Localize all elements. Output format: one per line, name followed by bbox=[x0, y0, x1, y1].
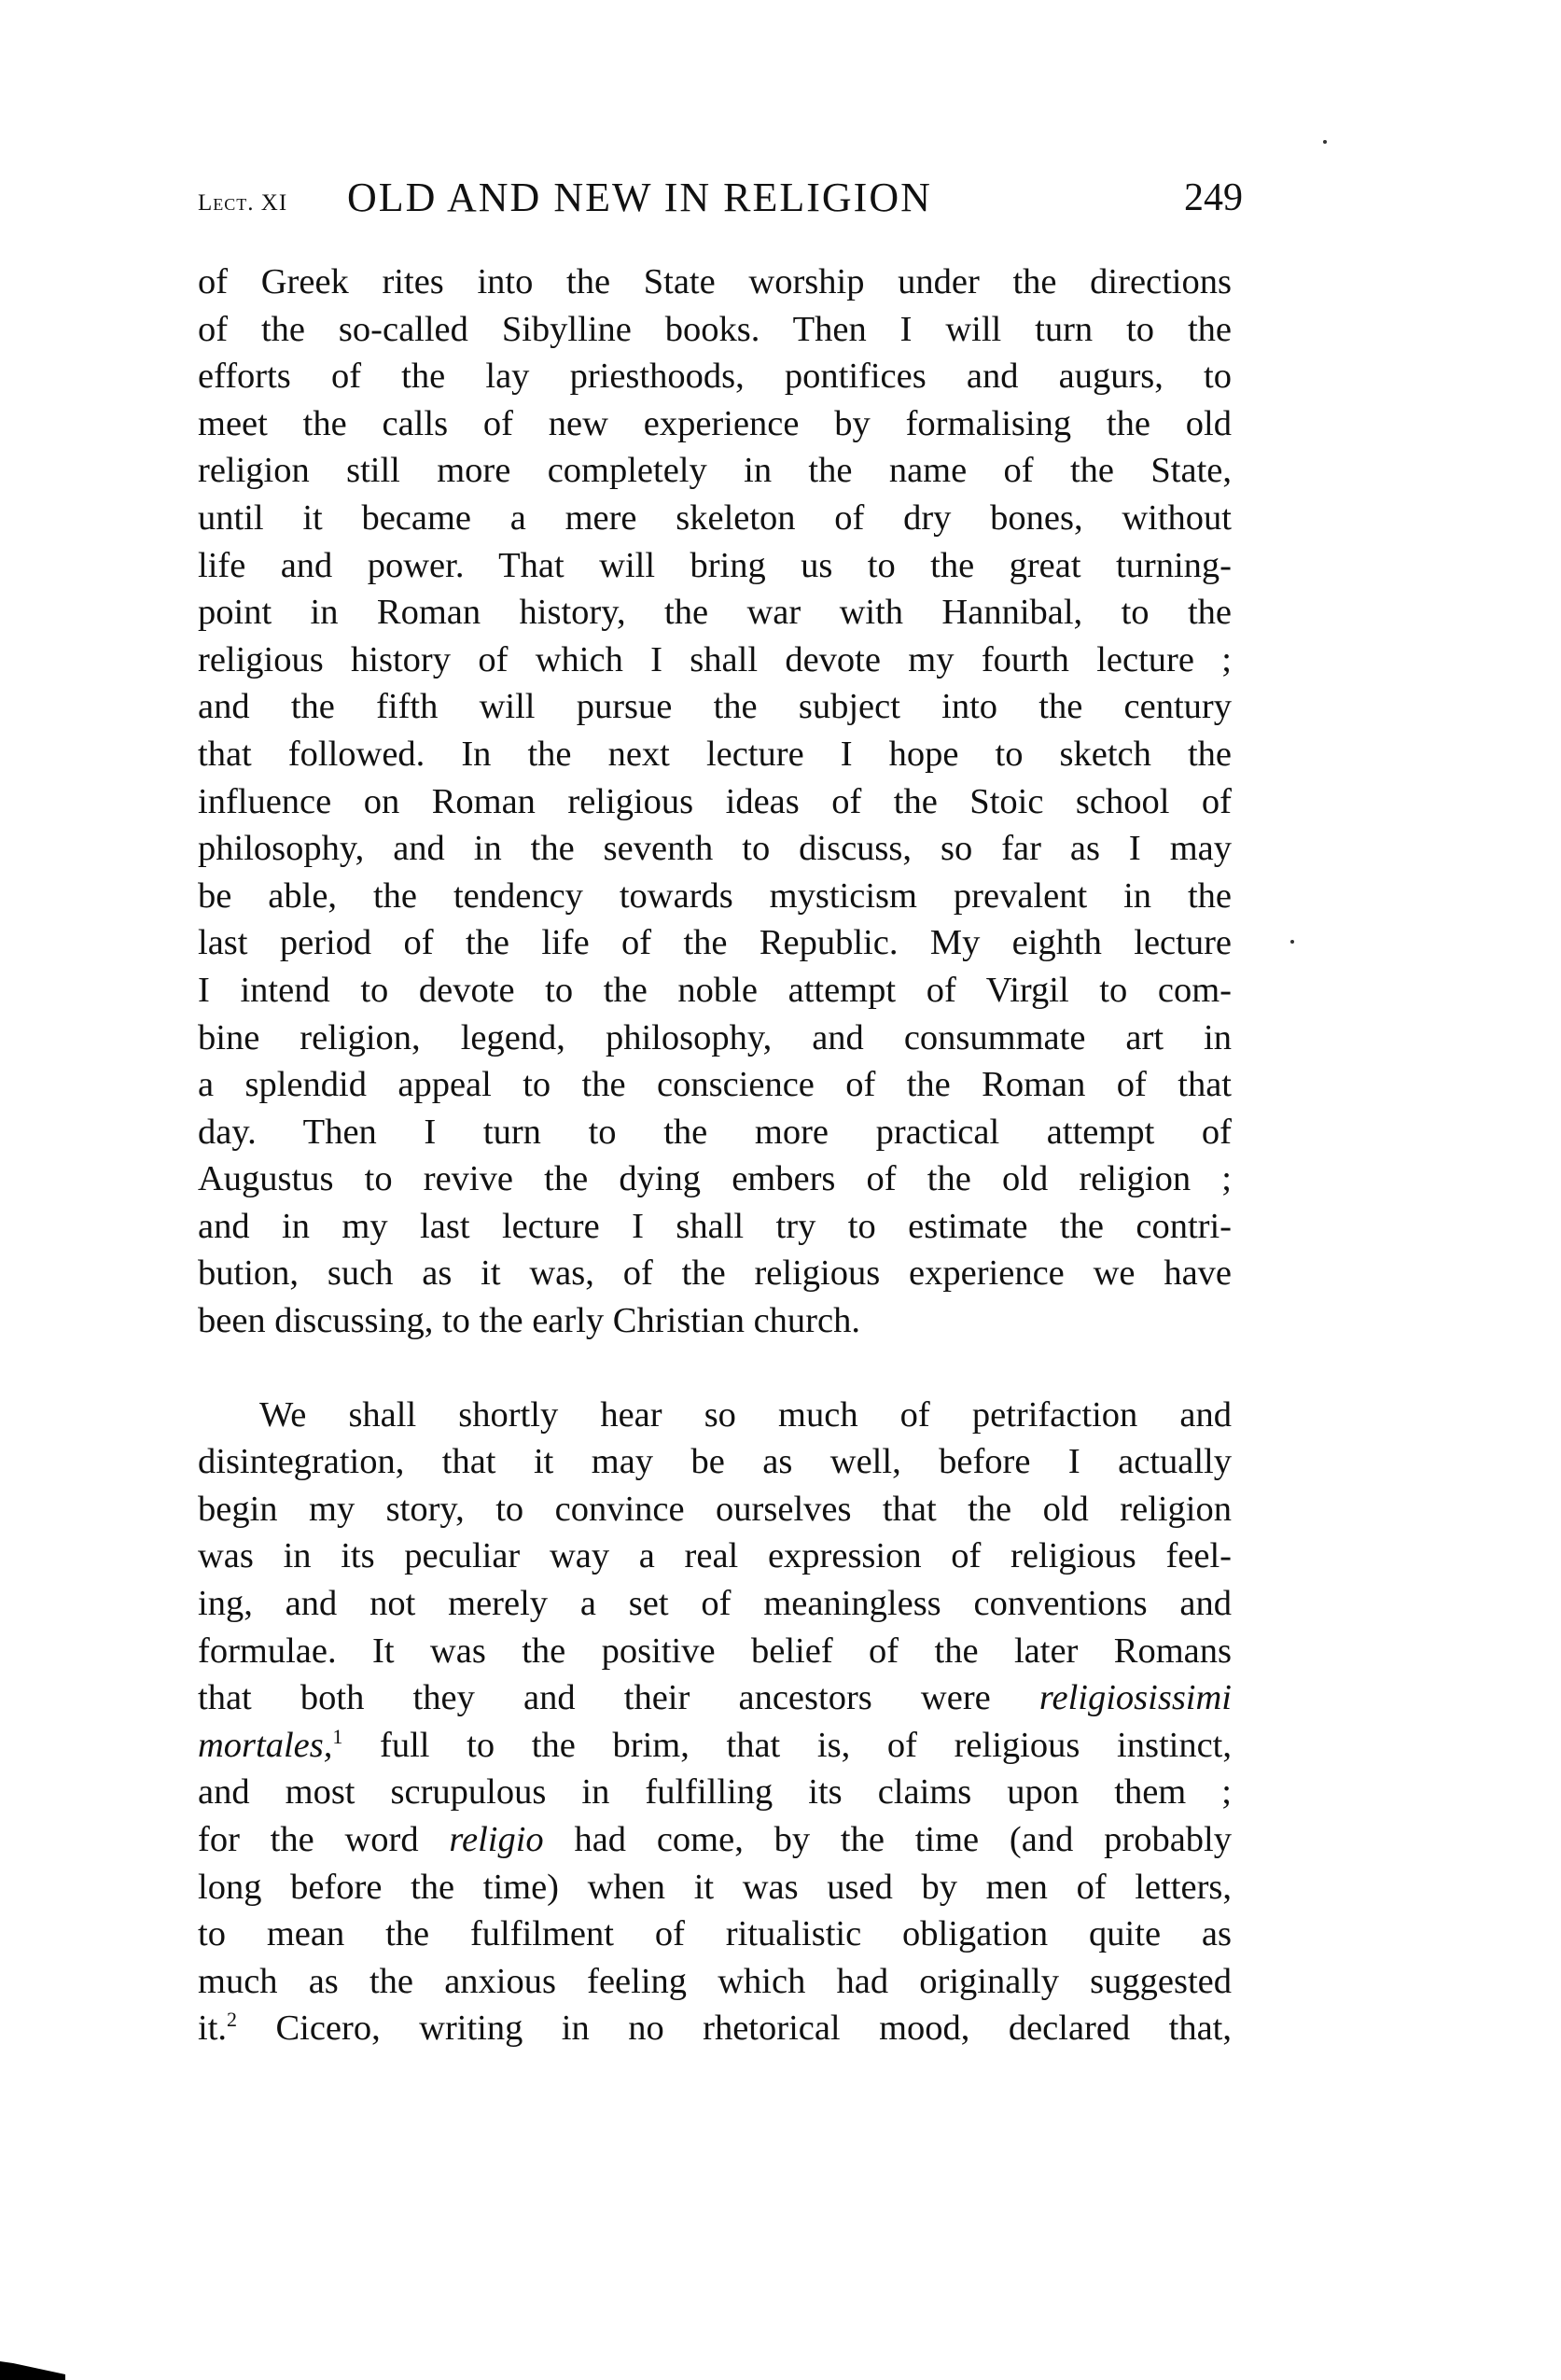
latin-term: religiosissimi bbox=[1038, 1678, 1232, 1718]
text-line: Augustus to revive the dying embers of the old religion ; bbox=[198, 1159, 1232, 1199]
text-line: a splendid appeal to the conscience of the Roman of that bbox=[198, 1065, 1232, 1105]
text-line: day. Then I turn to the more practical attempt of bbox=[198, 1112, 1232, 1152]
text-line: until it became a mere skeleton of dry bones, without bbox=[198, 497, 1232, 538]
text-line: and most scrupulous in fulfilling its claims upon them ; bbox=[198, 1772, 1232, 1813]
scan-speck bbox=[1290, 940, 1294, 944]
text-line: meet the calls of new experience by formalising the old bbox=[198, 403, 1232, 443]
text-line: and the fifth will pursue the subject into the century bbox=[198, 687, 1232, 727]
text-line bbox=[198, 1674, 1232, 1722]
body-text bbox=[198, 259, 1232, 2052]
text-line: philosophy, and in the seventh to discuss, so far as I may bbox=[198, 829, 1232, 869]
text-line: that followed. In the next lecture I hope to sketch the bbox=[198, 734, 1232, 774]
text-run: Cicero, writing in no rhetorical mood, declared that, bbox=[237, 2009, 1232, 2049]
text-line: and in my last lecture I shall try to estimate the contri- bbox=[198, 1206, 1232, 1246]
latin-term: mortales, bbox=[198, 1725, 333, 1765]
text-line bbox=[198, 1722, 1232, 1770]
paragraph-1 bbox=[198, 259, 1232, 1345]
text-run: that both they and their ancestors were bbox=[198, 1678, 1039, 1718]
text-line: efforts of the lay priesthoods, pontifices and augurs, to bbox=[198, 357, 1232, 397]
footnote-ref: 2 bbox=[227, 2008, 238, 2032]
text-line: to mean the fulfilment of ritualistic obligation quite as bbox=[198, 1914, 1232, 1954]
chapter-title: OLD AND NEW IN RELIGION bbox=[347, 175, 932, 220]
text-line: last period of the life of the Republic. My eighth lecture bbox=[198, 923, 1232, 963]
latin-term: religio bbox=[449, 1820, 544, 1859]
text-run: had come, by the time (and probably bbox=[543, 1820, 1232, 1859]
scan-edge-artifact bbox=[0, 2361, 65, 2380]
text-line: been discussing, to the early Christian church. bbox=[198, 1301, 860, 1341]
text-line: bine religion, legend, philosophy, and consummate art in bbox=[198, 1017, 1232, 1057]
footnote-ref: 1 bbox=[332, 1724, 343, 1748]
text-line: point in Roman history, the war with Hannibal, to the bbox=[198, 593, 1232, 633]
text-line: was in its peculiar way a real expression of religious feel- bbox=[198, 1536, 1232, 1576]
text-line bbox=[198, 2005, 1232, 2052]
text-line: disintegration, that it may be as well, before I actually bbox=[198, 1442, 1232, 1482]
text-line: formulae. It was the positive belief of the later Romans bbox=[198, 1631, 1232, 1671]
paragraph-gap bbox=[198, 1345, 1232, 1392]
text-line: long before the time) when it was used by men of letters, bbox=[198, 1867, 1232, 1907]
text-line: begin my story, to convince ourselves that the old religion bbox=[198, 1489, 1232, 1529]
paragraph-2 bbox=[198, 1392, 1232, 2052]
text-line: bution, such as it was, of the religious experience we have bbox=[198, 1253, 1232, 1294]
text-line: of Greek rites into the State worship under the directions bbox=[198, 262, 1232, 301]
text-run: it. bbox=[198, 2009, 228, 2049]
text-line: of the so-called Sibylline books. Then I will turn to the bbox=[198, 309, 1232, 349]
running-header bbox=[198, 174, 1243, 226]
text-line: religious history of which I shall devote my fourth lecture ; bbox=[198, 639, 1232, 679]
text-run: full to the brim, that is, of religious instinct, bbox=[342, 1725, 1232, 1765]
text-line: I intend to devote to the noble attempt of Virgil to com- bbox=[198, 970, 1232, 1010]
text-line: much as the anxious feeling which had originally suggested bbox=[198, 1961, 1232, 2001]
text-line: ing, and not merely a set of meaningless conventions and bbox=[198, 1584, 1232, 1624]
text-line: life and power. That will bring us to the great turning- bbox=[198, 545, 1232, 585]
text-line: influence on Roman religious ideas of the Stoic school of bbox=[198, 781, 1232, 821]
text-line: be able, the tendency towards mysticism prevalent in the bbox=[198, 875, 1232, 916]
lecture-label: Lect. XI bbox=[198, 190, 288, 216]
text-line bbox=[198, 1816, 1232, 1864]
page-number: 249 bbox=[1184, 176, 1243, 219]
text-run: for the word bbox=[198, 1820, 450, 1859]
text-line: religion still more completely in the name of the State, bbox=[198, 451, 1232, 491]
scan-speck bbox=[1323, 140, 1327, 144]
text-line: We shall shortly hear so much of petrifaction and bbox=[259, 1394, 1232, 1435]
